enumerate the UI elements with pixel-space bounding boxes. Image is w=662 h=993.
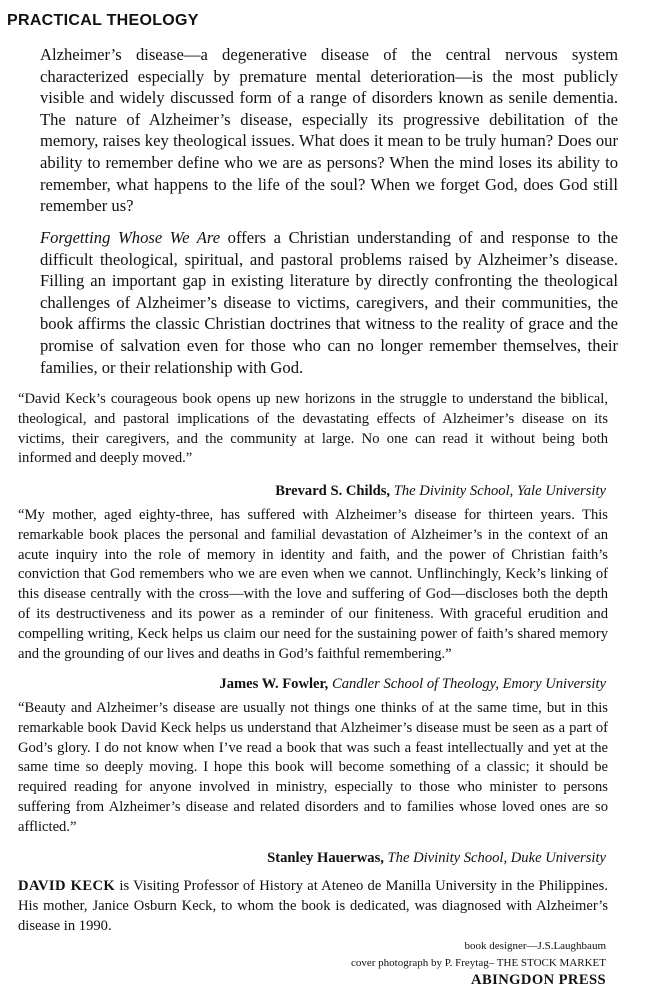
endorsement-quote-fowler: “My mother, aged eighty-three, has suffered with Alzheimer’s disease for thirteen years. This remarkable book places the personal and familial devastation of Alzheimer’s in the context of an acute inquiry into the role of memory in identity and faith, and the power of Christian faith’s conviction that God remembers who we are even when we cannot. Unflinchingly, Keck’s linking of this disease centrally with the cross—with the love and suffering of God—discloses both the depth of its destructiveness and its power as a reminder of our finiteness. With graceful erudition and compelling writing, Keck helps us claim our need for the sustaining power of faith’s shared memory and the grounding of our lives and deaths in God’s faithful remembering.” bbox=[18, 507, 608, 662]
designer-credit: book designer—J.S.Laughbaum bbox=[464, 940, 606, 952]
description-paragraph-1: Alzheimer’s disease—a degenerative disease of the central nervous system characterized especially by premature mental deterioration—is the most publicly visible and widely discussed form of a range of disorders known as senile dementia. The nature of Alzheimer’s disease, especially its progressive debilitation of the memory, raises key theological issues. What does it mean to be truly human? Does our ability to remember define who we are as persons? When the mind loses its ability to remember, what happens to the life of the soul? When we forget God, does God still remember us? bbox=[40, 45, 618, 216]
author-bio-text: is Visiting Professor of History at Ateneo de Manilla University in the Philippines. His mother, Janice Osburn Keck, to whom the book is dedicated, was diagnosed with Alzheimer’s disease in 1990. bbox=[18, 878, 608, 934]
description-paragraph-2-text: offers a Christian understanding of and response to the difficult theological, spiritual, and pastoral problems raised by Alzheimer’s disease. Filling an important gap in existing literature by directly confronting the theological challenges of Alzheimer’s disease to victims, caregivers, and their communities, the book affirms the classic Christian doctrines that witness to the reality of grace and the promise of salvation even for those who can no longer remember themselves, their families, or their relationship with God. bbox=[40, 228, 618, 377]
author-name: DAVID KECK bbox=[18, 878, 116, 894]
book-title: Forgetting Whose We Are bbox=[40, 228, 221, 247]
author-bio bbox=[18, 877, 608, 936]
endorser-name: Brevard S. Childs, bbox=[275, 483, 391, 499]
endorsement-attribution-fowler bbox=[219, 676, 606, 693]
category-label: PRACTICAL THEOLOGY bbox=[7, 12, 199, 29]
endorsement-quote-hauerwas: “Beauty and Alzheimer’s disease are usually not things one thinks of at the same time, but in this remarkable book David Keck helps us understand that Alzheimer’s disease must be seen as a part of God’s glory. I do not know when I’ve read a book that was such a feast intellectually and yet at the same time so deeply moving. I hope this book will become something of a classic; it should be required reading for anyone involved in ministry, especially to those who minister to persons suffering from Alzheimer’s disease and related disorders and to families whose loved ones are so afflicted.” bbox=[18, 700, 608, 835]
photo-credit: cover photograph by P. Freytag– THE STOCK MARKET bbox=[350, 957, 606, 969]
endorsement-attribution-hauerwas bbox=[267, 850, 606, 867]
endorser-affiliation: The Divinity School, Yale University bbox=[393, 483, 606, 499]
endorser-affiliation: The Divinity School, Duke University bbox=[387, 850, 606, 866]
endorser-affiliation: Candler School of Theology, Emory University bbox=[331, 676, 606, 692]
endorser-name: Stanley Hauerwas, bbox=[267, 850, 384, 866]
endorsement-quote-childs: “David Keck’s courageous book opens up new horizons in the struggle to understand the biblical, theological, and pastoral implications of the devastating effects of Alzheimer’s disease on its victims, their caregivers, and the community at large. No one can read it without being both informed and deeply moved.” bbox=[18, 391, 608, 467]
endorsement-attribution-childs bbox=[275, 483, 606, 500]
description-paragraph-2 bbox=[40, 227, 618, 378]
publisher-name: ABINGDON PRESS bbox=[471, 972, 606, 988]
credits bbox=[351, 938, 606, 989]
endorser-name: James W. Fowler, bbox=[219, 676, 329, 692]
